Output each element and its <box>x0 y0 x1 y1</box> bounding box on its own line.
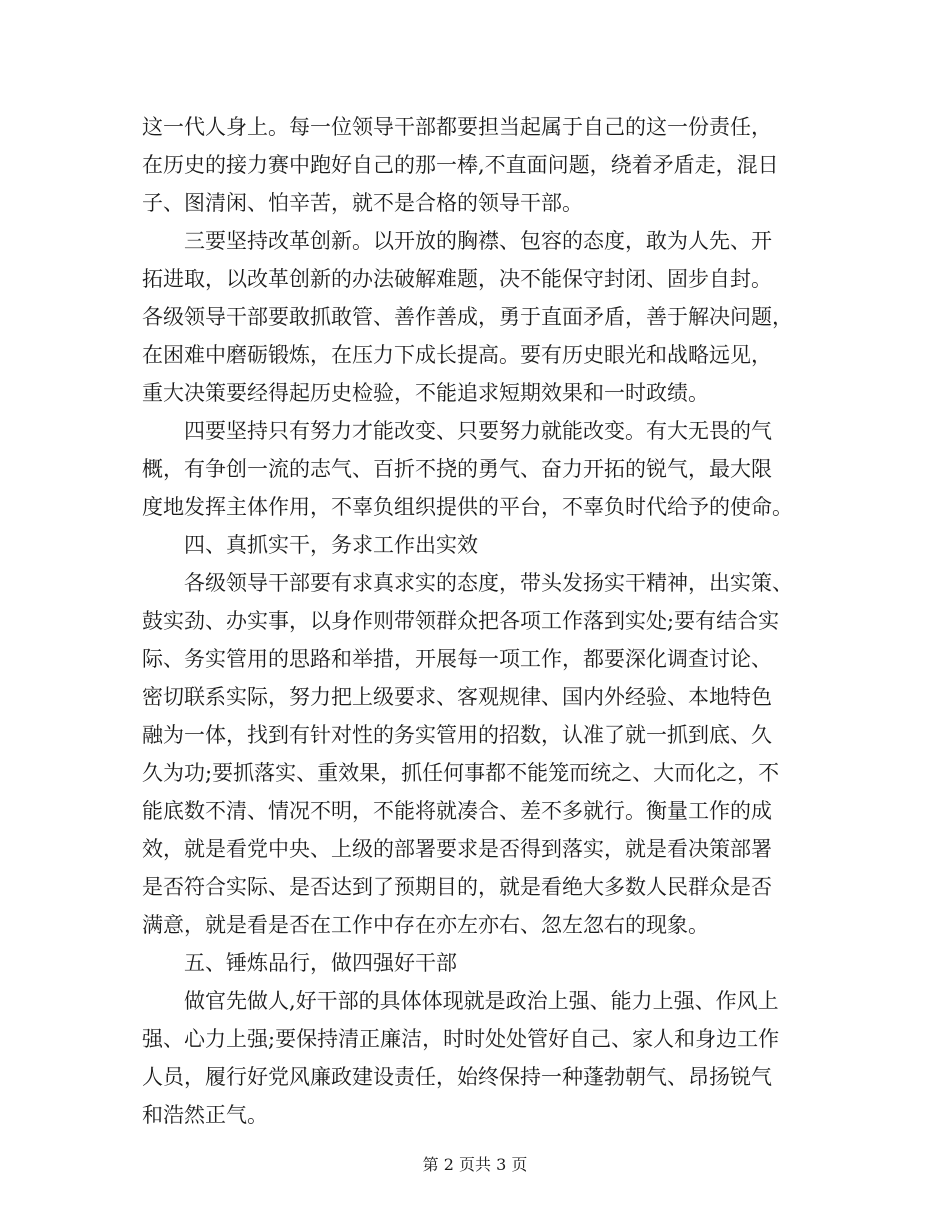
text-line: 满意，就是看是否在工作中存在亦左亦右、忽左忽右的现象。 <box>142 913 709 937</box>
text-line: 拓进取，以改革创新的办法破解难题，决不能保守封闭、固步自封。 <box>142 267 772 291</box>
section-heading: 五、锤炼品行，做四强好干部 <box>184 951 457 975</box>
section-heading: 四、真抓实干，务求工作出实效 <box>184 533 478 557</box>
text-line: 鼓实劲、办实事，以身作则带领群众把各项工作落到实处;要有结合实 <box>142 609 780 633</box>
paragraph-start-line: 各级领导干部要有求真求实的态度，带头发扬实干精神，出实策、 <box>184 571 793 595</box>
text-line: 在困难中磨砺锻炼，在压力下成长提高。要有历史眼光和战略远见， <box>142 343 772 367</box>
text-line: 是否符合实际、是否达到了预期目的，就是看绝大多数人民群众是否 <box>142 875 772 899</box>
text-line: 度地发挥主体作用，不辜负组织提供的平台，不辜负时代给予的使命。 <box>142 495 793 519</box>
document-body <box>142 108 812 1134</box>
text-line: 融为一体，找到有针对性的务实管用的招数，认准了就一抓到底、久 <box>142 723 772 747</box>
page-number-footer: 第 2 页共 3 页 <box>422 1155 528 1174</box>
text-line: 子、图清闲、怕辛苦，就不是合格的领导干部。 <box>142 191 583 215</box>
text-line: 重大决策要经得起历史检验，不能追求短期效果和一时政绩。 <box>142 381 709 405</box>
text-line: 效，就是看党中央、上级的部署要求是否得到落实，就是看决策部署 <box>142 837 772 861</box>
paragraph-start-line: 三要坚持改革创新。以开放的胸襟、包容的态度，敢为人先、开 <box>184 229 772 253</box>
text-line: 这一代人身上。每一位领导干部都要担当起属于自己的这一份责任， <box>142 115 772 139</box>
text-line: 强、心力上强;要保持清正廉洁，时时处处管好自己、家人和身边工作 <box>142 1027 780 1051</box>
text-line: 和浩然正气。 <box>142 1103 268 1127</box>
text-line: 能底数不清、情况不明，不能将就凑合、差不多就行。衡量工作的成 <box>142 799 772 823</box>
paragraph-start-line: 做官先做人,好干部的具体体现就是政治上强、能力上强、作风上 <box>184 989 779 1013</box>
text-line: 概，有争创一流的志气、百折不挠的勇气、奋力开拓的锐气，最大限 <box>142 457 772 481</box>
text-line: 久为功;要抓落实、重效果，抓任何事都不能笼而统之、大而化之，不 <box>142 761 780 785</box>
text-line: 各级领导干部要敢抓敢管、善作善成，勇于直面矛盾，善于解决问题， <box>142 305 793 329</box>
text-line: 在历史的接力赛中跑好自己的那一棒,不直面问题，绕着矛盾走，混日 <box>142 153 779 177</box>
paragraph-start-line: 四要坚持只有努力才能改变、只要努力就能改变。有大无畏的气 <box>184 419 772 443</box>
text-line: 密切联系实际，努力把上级要求、客观规律、国内外经验、本地特色 <box>142 685 772 709</box>
text-line: 际、务实管用的思路和举措，开展每一项工作，都要深化调查讨论、 <box>142 647 772 671</box>
text-line: 人员，履行好党风廉政建设责任，始终保持一种蓬勃朝气、昂扬锐气 <box>142 1065 772 1089</box>
